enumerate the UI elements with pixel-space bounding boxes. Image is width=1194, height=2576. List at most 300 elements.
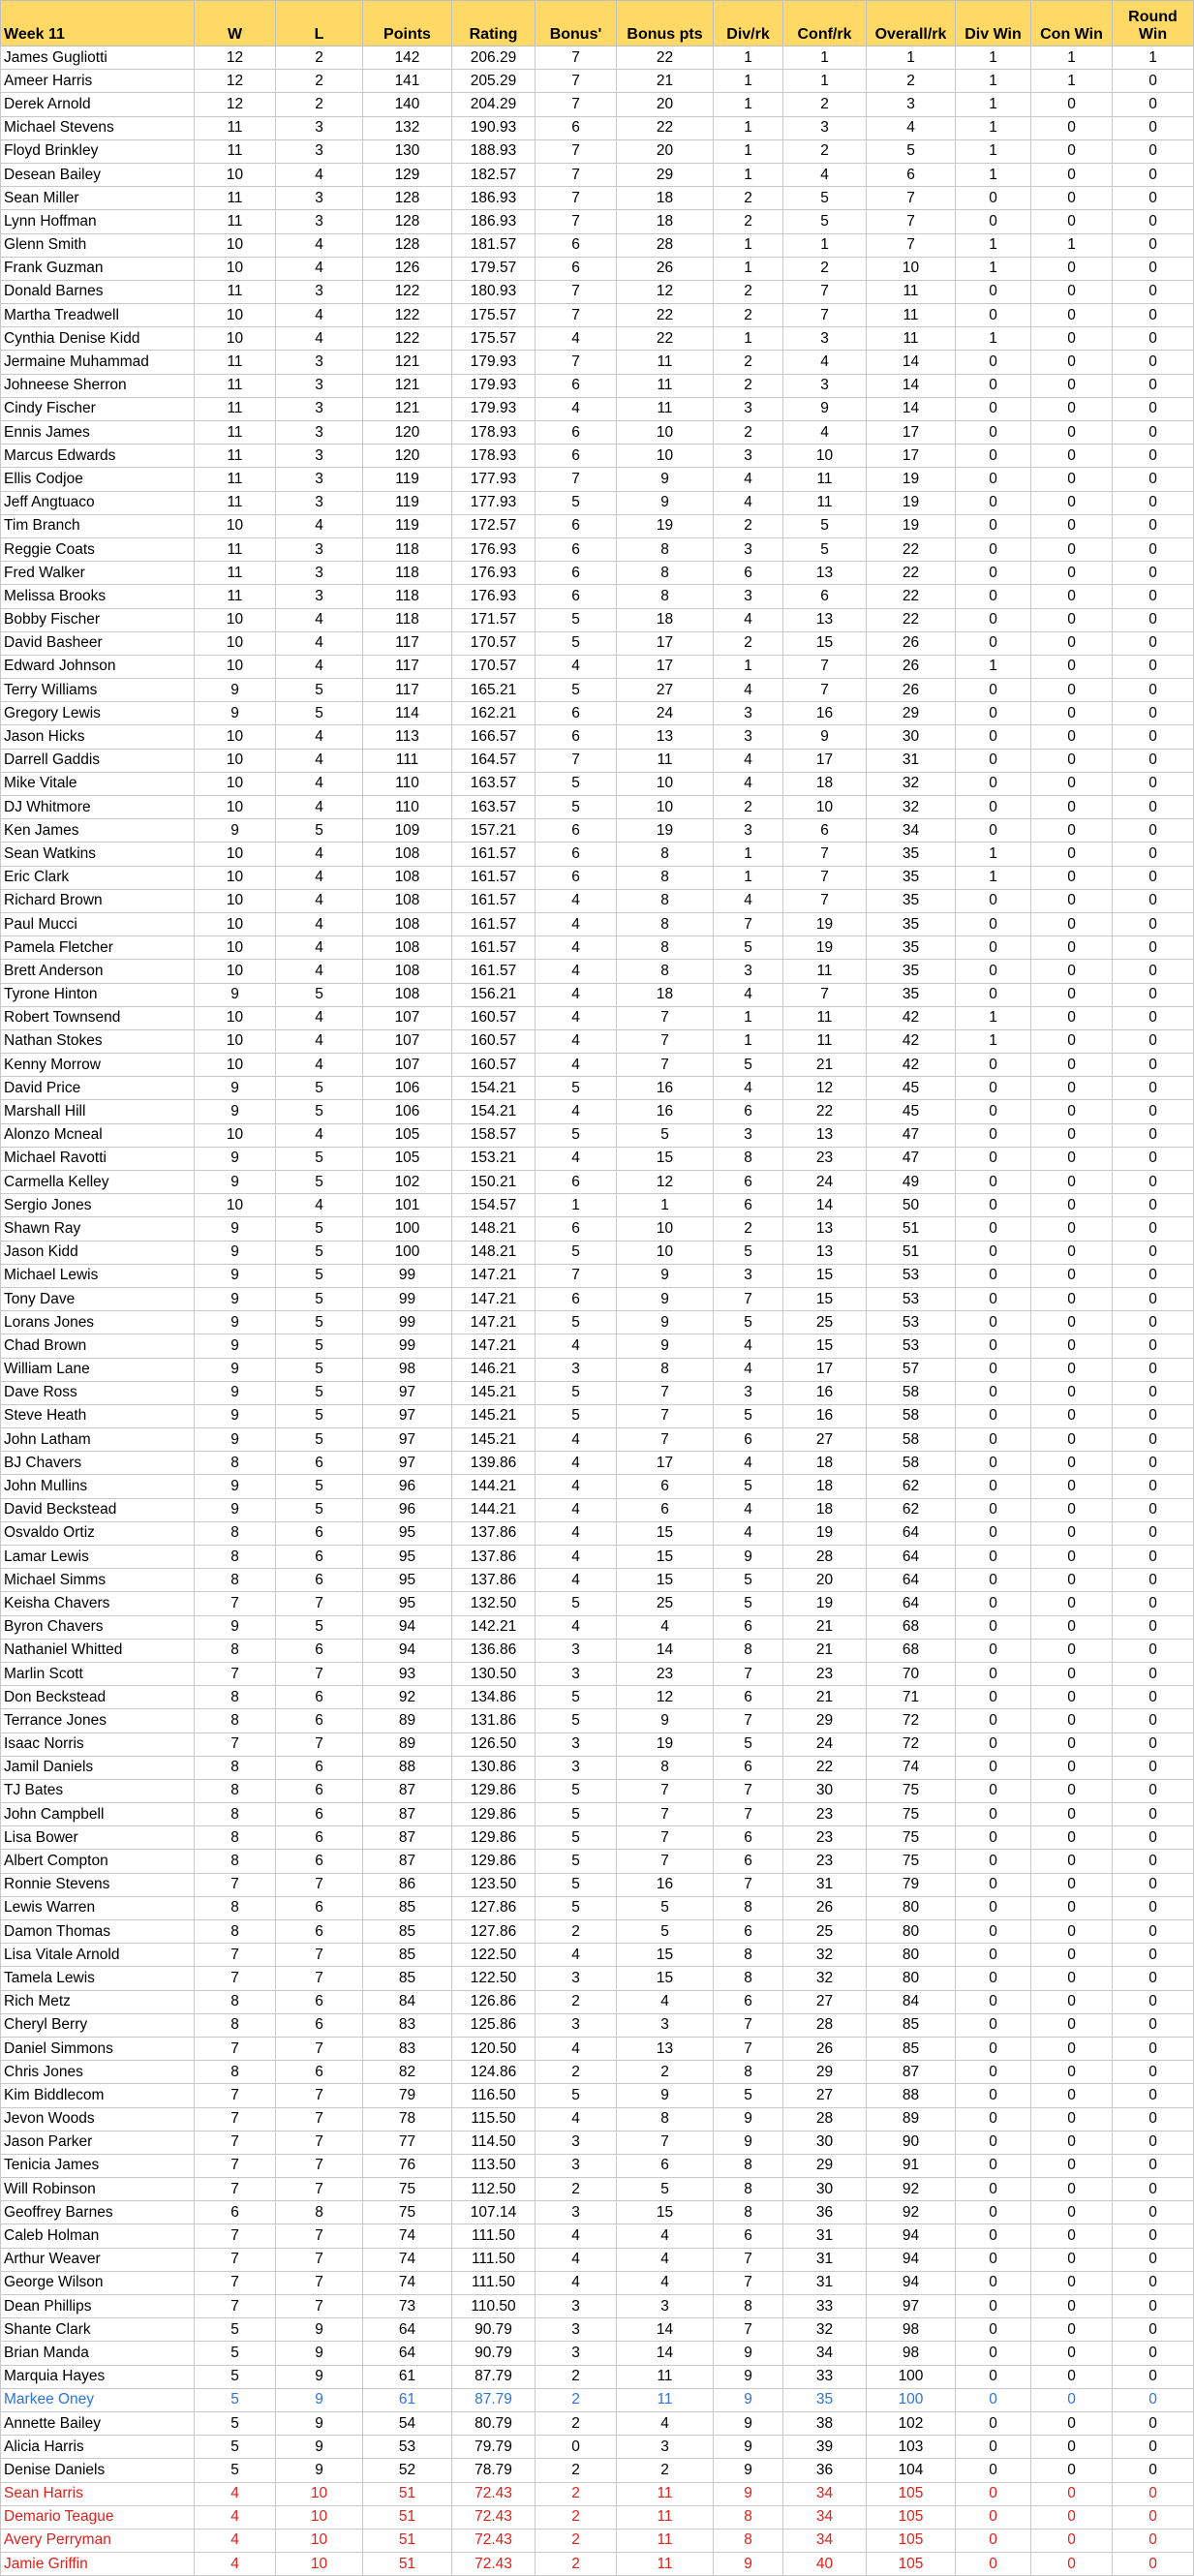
cell-rating: 164.57 bbox=[452, 749, 536, 772]
cell-con-win: 0 bbox=[1031, 1498, 1113, 1521]
cell-rating: 137.86 bbox=[452, 1546, 536, 1569]
cell-round-win: 0 bbox=[1113, 1733, 1194, 1756]
cell-name: James Gugliotti bbox=[1, 46, 195, 70]
table-row bbox=[1, 1241, 1194, 1264]
cell-bonus: 5 bbox=[536, 1311, 617, 1334]
cell-bonus: 4 bbox=[536, 655, 617, 678]
cell-name: Terry Williams bbox=[1, 679, 195, 702]
cell-name: Glenn Smith bbox=[1, 233, 195, 257]
cell-round-win: 0 bbox=[1113, 2365, 1194, 2388]
cell-con-win: 0 bbox=[1031, 327, 1113, 351]
cell-points: 119 bbox=[363, 468, 452, 491]
cell-div-win: 1 bbox=[956, 116, 1031, 139]
cell-rating: 205.29 bbox=[452, 70, 536, 93]
cell-div-rank: 3 bbox=[714, 585, 783, 608]
cell-conf-rank: 16 bbox=[783, 1404, 867, 1427]
cell-con-win: 0 bbox=[1031, 2037, 1113, 2060]
cell-name: Johneese Sherron bbox=[1, 374, 195, 397]
cell-div-rank: 3 bbox=[714, 1264, 783, 1287]
cell-bonus-pts: 17 bbox=[617, 631, 714, 655]
cell-div-win: 0 bbox=[956, 2178, 1031, 2201]
cell-points: 94 bbox=[363, 1639, 452, 1662]
cell-overall-rank: 70 bbox=[867, 1662, 956, 1685]
cell-bonus: 3 bbox=[536, 2013, 617, 2037]
cell-round-win: 0 bbox=[1113, 2131, 1194, 2154]
cell-name: Lisa Bower bbox=[1, 1826, 195, 1850]
cell-bonus: 4 bbox=[536, 1521, 617, 1545]
cell-con-win: 0 bbox=[1031, 2459, 1113, 2482]
cell-conf-rank: 7 bbox=[783, 983, 867, 1006]
cell-rating: 177.93 bbox=[452, 468, 536, 491]
cell-points: 108 bbox=[363, 889, 452, 912]
cell-div-win: 0 bbox=[956, 1077, 1031, 1100]
cell-div-rank: 1 bbox=[714, 655, 783, 678]
cell-points: 121 bbox=[363, 374, 452, 397]
cell-rating: 145.21 bbox=[452, 1428, 536, 1452]
cell-con-win: 0 bbox=[1031, 912, 1113, 935]
cell-bonus-pts: 16 bbox=[617, 1100, 714, 1123]
cell-div-rank: 9 bbox=[714, 2342, 783, 2365]
cell-conf-rank: 39 bbox=[783, 2436, 867, 2459]
cell-losses: 6 bbox=[276, 1756, 363, 1779]
cell-losses: 4 bbox=[276, 912, 363, 935]
cell-points: 122 bbox=[363, 304, 452, 327]
cell-round-win: 0 bbox=[1113, 1264, 1194, 1287]
cell-name: Tony Dave bbox=[1, 1287, 195, 1310]
cell-round-win: 0 bbox=[1113, 1967, 1194, 1990]
cell-points: 51 bbox=[363, 2553, 452, 2576]
cell-name: Avery Perryman bbox=[1, 2529, 195, 2552]
cell-div-rank: 7 bbox=[714, 2013, 783, 2037]
cell-bonus: 7 bbox=[536, 351, 617, 374]
cell-bonus: 4 bbox=[536, 397, 617, 420]
cell-overall-rank: 22 bbox=[867, 562, 956, 585]
cell-overall-rank: 45 bbox=[867, 1100, 956, 1123]
cell-rating: 113.50 bbox=[452, 2154, 536, 2177]
cell-wins: 7 bbox=[195, 2295, 276, 2318]
cell-rating: 126.86 bbox=[452, 1990, 536, 2013]
cell-overall-rank: 49 bbox=[867, 1171, 956, 1194]
cell-losses: 3 bbox=[276, 562, 363, 585]
cell-div-rank: 9 bbox=[714, 1546, 783, 1569]
cell-conf-rank: 3 bbox=[783, 374, 867, 397]
cell-div-rank: 9 bbox=[714, 2553, 783, 2576]
cell-rating: 146.21 bbox=[452, 1358, 536, 1381]
cell-con-win: 0 bbox=[1031, 1990, 1113, 2013]
cell-div-rank: 4 bbox=[714, 1498, 783, 1521]
cell-div-win: 1 bbox=[956, 866, 1031, 889]
cell-round-win: 0 bbox=[1113, 2505, 1194, 2529]
cell-con-win: 0 bbox=[1031, 2318, 1113, 2342]
cell-div-rank: 5 bbox=[714, 936, 783, 960]
cell-conf-rank: 1 bbox=[783, 233, 867, 257]
cell-losses: 3 bbox=[276, 397, 363, 420]
cell-bonus: 6 bbox=[536, 421, 617, 445]
cell-conf-rank: 16 bbox=[783, 1381, 867, 1404]
cell-overall-rank: 98 bbox=[867, 2318, 956, 2342]
table-row bbox=[1, 46, 1194, 70]
cell-div-win: 1 bbox=[956, 1029, 1031, 1053]
cell-rating: 172.57 bbox=[452, 514, 536, 537]
cell-bonus: 4 bbox=[536, 2248, 617, 2271]
cell-name: Bobby Fischer bbox=[1, 608, 195, 631]
cell-div-win: 0 bbox=[956, 2295, 1031, 2318]
cell-losses: 4 bbox=[276, 936, 363, 960]
table-row bbox=[1, 514, 1194, 537]
table-row bbox=[1, 1569, 1194, 1592]
cell-round-win: 0 bbox=[1113, 2084, 1194, 2107]
cell-wins: 7 bbox=[195, 1733, 276, 1756]
cell-div-rank: 2 bbox=[714, 514, 783, 537]
cell-points: 89 bbox=[363, 1733, 452, 1756]
cell-points: 87 bbox=[363, 1779, 452, 1802]
cell-points: 99 bbox=[363, 1287, 452, 1310]
cell-losses: 6 bbox=[276, 1546, 363, 1569]
cell-points: 114 bbox=[363, 702, 452, 725]
cell-name: Ken James bbox=[1, 819, 195, 843]
cell-overall-rank: 97 bbox=[867, 2295, 956, 2318]
cell-points: 51 bbox=[363, 2529, 452, 2552]
cell-wins: 5 bbox=[195, 2411, 276, 2435]
cell-points: 64 bbox=[363, 2318, 452, 2342]
table-row bbox=[1, 1686, 1194, 1709]
table-row bbox=[1, 2271, 1194, 2294]
cell-div-rank: 1 bbox=[714, 46, 783, 70]
cell-points: 121 bbox=[363, 397, 452, 420]
table-row bbox=[1, 2411, 1194, 2435]
cell-bonus-pts: 1 bbox=[617, 1194, 714, 1217]
cell-rating: 161.57 bbox=[452, 912, 536, 935]
cell-name: Lorans Jones bbox=[1, 1311, 195, 1334]
cell-div-rank: 6 bbox=[714, 1171, 783, 1194]
cell-name: Kim Biddlecom bbox=[1, 2084, 195, 2107]
cell-con-win: 0 bbox=[1031, 468, 1113, 491]
cell-bonus: 3 bbox=[536, 1639, 617, 1662]
table-row bbox=[1, 1662, 1194, 1685]
cell-points: 122 bbox=[363, 327, 452, 351]
cell-name: Ennis James bbox=[1, 421, 195, 445]
cell-bonus: 5 bbox=[536, 491, 617, 514]
header-bonus: Bonus' bbox=[536, 1, 617, 46]
cell-conf-rank: 31 bbox=[783, 1873, 867, 1896]
cell-wins: 10 bbox=[195, 960, 276, 983]
cell-con-win: 0 bbox=[1031, 1920, 1113, 1944]
cell-bonus: 4 bbox=[536, 1428, 617, 1452]
cell-bonus-pts: 8 bbox=[617, 2107, 714, 2131]
cell-conf-rank: 4 bbox=[783, 421, 867, 445]
table-row bbox=[1, 983, 1194, 1006]
cell-wins: 10 bbox=[195, 1029, 276, 1053]
table-row bbox=[1, 1381, 1194, 1404]
cell-wins: 10 bbox=[195, 631, 276, 655]
table-row bbox=[1, 1029, 1194, 1053]
cell-rating: 170.57 bbox=[452, 631, 536, 655]
cell-name: Tenicia James bbox=[1, 2154, 195, 2177]
cell-name: Alicia Harris bbox=[1, 2436, 195, 2459]
cell-name: John Mullins bbox=[1, 1475, 195, 1498]
cell-div-rank: 9 bbox=[714, 2436, 783, 2459]
cell-con-win: 0 bbox=[1031, 1569, 1113, 1592]
cell-round-win: 0 bbox=[1113, 679, 1194, 702]
cell-losses: 3 bbox=[276, 139, 363, 163]
cell-wins: 9 bbox=[195, 1241, 276, 1264]
cell-losses: 9 bbox=[276, 2365, 363, 2388]
cell-div-win: 0 bbox=[956, 1967, 1031, 1990]
cell-conf-rank: 31 bbox=[783, 2271, 867, 2294]
cell-rating: 160.57 bbox=[452, 1006, 536, 1029]
cell-losses: 4 bbox=[276, 1029, 363, 1053]
cell-points: 87 bbox=[363, 1803, 452, 1826]
cell-conf-rank: 5 bbox=[783, 210, 867, 233]
cell-losses: 5 bbox=[276, 702, 363, 725]
cell-conf-rank: 6 bbox=[783, 819, 867, 843]
cell-round-win: 0 bbox=[1113, 491, 1194, 514]
cell-wins: 9 bbox=[195, 1498, 276, 1521]
cell-name: Marcus Edwards bbox=[1, 445, 195, 468]
cell-bonus-pts: 10 bbox=[617, 772, 714, 795]
cell-overall-rank: 6 bbox=[867, 163, 956, 186]
cell-conf-rank: 18 bbox=[783, 1475, 867, 1498]
table-row bbox=[1, 1709, 1194, 1733]
table-row bbox=[1, 1358, 1194, 1381]
cell-div-rank: 5 bbox=[714, 1054, 783, 1077]
cell-conf-rank: 29 bbox=[783, 1709, 867, 1733]
table-row bbox=[1, 725, 1194, 749]
cell-wins: 8 bbox=[195, 1569, 276, 1592]
cell-bonus-pts: 14 bbox=[617, 2342, 714, 2365]
cell-bonus-pts: 7 bbox=[617, 1428, 714, 1452]
cell-name: John Campbell bbox=[1, 1803, 195, 1826]
cell-name: Jason Parker bbox=[1, 2131, 195, 2154]
cell-div-win: 0 bbox=[956, 749, 1031, 772]
cell-overall-rank: 26 bbox=[867, 655, 956, 678]
cell-div-win: 0 bbox=[956, 2482, 1031, 2505]
cell-div-win: 0 bbox=[956, 1826, 1031, 1850]
cell-name: Isaac Norris bbox=[1, 1733, 195, 1756]
cell-rating: 161.57 bbox=[452, 866, 536, 889]
cell-div-win: 0 bbox=[956, 397, 1031, 420]
cell-points: 108 bbox=[363, 866, 452, 889]
cell-points: 113 bbox=[363, 725, 452, 749]
cell-overall-rank: 2 bbox=[867, 70, 956, 93]
cell-name: Tyrone Hinton bbox=[1, 983, 195, 1006]
cell-conf-rank: 11 bbox=[783, 491, 867, 514]
cell-losses: 6 bbox=[276, 1452, 363, 1475]
cell-bonus-pts: 11 bbox=[617, 397, 714, 420]
cell-losses: 4 bbox=[276, 843, 363, 866]
cell-wins: 7 bbox=[195, 1592, 276, 1615]
cell-overall-rank: 35 bbox=[867, 960, 956, 983]
cell-div-win: 1 bbox=[956, 70, 1031, 93]
cell-div-rank: 8 bbox=[714, 1147, 783, 1170]
cell-conf-rank: 19 bbox=[783, 1521, 867, 1545]
cell-div-win: 1 bbox=[956, 655, 1031, 678]
cell-round-win: 0 bbox=[1113, 139, 1194, 163]
cell-conf-rank: 6 bbox=[783, 585, 867, 608]
table-row bbox=[1, 1826, 1194, 1850]
cell-overall-rank: 105 bbox=[867, 2482, 956, 2505]
cell-div-rank: 8 bbox=[714, 2154, 783, 2177]
cell-bonus-pts: 22 bbox=[617, 116, 714, 139]
header-wins: W bbox=[195, 1, 276, 46]
cell-div-rank: 9 bbox=[714, 2388, 783, 2411]
cell-wins: 9 bbox=[195, 819, 276, 843]
cell-round-win: 0 bbox=[1113, 702, 1194, 725]
cell-wins: 5 bbox=[195, 2388, 276, 2411]
cell-wins: 8 bbox=[195, 1896, 276, 1919]
cell-points: 85 bbox=[363, 1896, 452, 1919]
table-row bbox=[1, 468, 1194, 491]
cell-losses: 7 bbox=[276, 1592, 363, 1615]
cell-points: 96 bbox=[363, 1498, 452, 1521]
cell-rating: 150.21 bbox=[452, 1171, 536, 1194]
cell-bonus-pts: 2 bbox=[617, 2459, 714, 2482]
cell-div-rank: 7 bbox=[714, 2248, 783, 2271]
cell-overall-rank: 105 bbox=[867, 2529, 956, 2552]
cell-bonus-pts: 5 bbox=[617, 1123, 714, 1147]
cell-wins: 9 bbox=[195, 1147, 276, 1170]
cell-losses: 3 bbox=[276, 537, 363, 561]
cell-losses: 10 bbox=[276, 2553, 363, 2576]
cell-div-rank: 7 bbox=[714, 1709, 783, 1733]
cell-rating: 148.21 bbox=[452, 1241, 536, 1264]
cell-overall-rank: 11 bbox=[867, 327, 956, 351]
cell-con-win: 0 bbox=[1031, 1029, 1113, 1053]
cell-points: 51 bbox=[363, 2482, 452, 2505]
cell-name: Jevon Woods bbox=[1, 2107, 195, 2131]
cell-div-win: 0 bbox=[956, 2248, 1031, 2271]
header-losses: L bbox=[276, 1, 363, 46]
cell-losses: 3 bbox=[276, 585, 363, 608]
cell-points: 99 bbox=[363, 1334, 452, 1358]
cell-overall-rank: 80 bbox=[867, 1944, 956, 1967]
cell-losses: 3 bbox=[276, 468, 363, 491]
cell-overall-rank: 85 bbox=[867, 2037, 956, 2060]
cell-bonus-pts: 20 bbox=[617, 139, 714, 163]
cell-con-win: 0 bbox=[1031, 796, 1113, 819]
cell-losses: 4 bbox=[276, 889, 363, 912]
cell-losses: 7 bbox=[276, 1733, 363, 1756]
cell-conf-rank: 13 bbox=[783, 608, 867, 631]
cell-rating: 147.21 bbox=[452, 1334, 536, 1358]
cell-conf-rank: 20 bbox=[783, 1569, 867, 1592]
cell-wins: 8 bbox=[195, 2013, 276, 2037]
cell-bonus-pts: 16 bbox=[617, 1077, 714, 1100]
cell-bonus-pts: 7 bbox=[617, 1381, 714, 1404]
cell-rating: 107.14 bbox=[452, 2201, 536, 2224]
cell-bonus-pts: 11 bbox=[617, 374, 714, 397]
cell-round-win: 0 bbox=[1113, 796, 1194, 819]
cell-conf-rank: 15 bbox=[783, 1264, 867, 1287]
cell-bonus-pts: 12 bbox=[617, 1686, 714, 1709]
table-row bbox=[1, 608, 1194, 631]
cell-bonus-pts: 7 bbox=[617, 2131, 714, 2154]
cell-wins: 4 bbox=[195, 2482, 276, 2505]
cell-bonus-pts: 28 bbox=[617, 233, 714, 257]
table-row bbox=[1, 2201, 1194, 2224]
cell-bonus: 2 bbox=[536, 2411, 617, 2435]
cell-name: Carmella Kelley bbox=[1, 1171, 195, 1194]
cell-bonus: 7 bbox=[536, 210, 617, 233]
cell-overall-rank: 42 bbox=[867, 1006, 956, 1029]
cell-con-win: 0 bbox=[1031, 2436, 1113, 2459]
cell-points: 119 bbox=[363, 514, 452, 537]
cell-div-win: 0 bbox=[956, 1147, 1031, 1170]
cell-div-rank: 7 bbox=[714, 2318, 783, 2342]
cell-con-win: 0 bbox=[1031, 1756, 1113, 1779]
cell-overall-rank: 58 bbox=[867, 1404, 956, 1427]
cell-con-win: 0 bbox=[1031, 93, 1113, 116]
cell-rating: 137.86 bbox=[452, 1521, 536, 1545]
cell-con-win: 0 bbox=[1031, 1334, 1113, 1358]
table-row bbox=[1, 1639, 1194, 1662]
cell-wins: 8 bbox=[195, 1521, 276, 1545]
cell-losses: 6 bbox=[276, 1709, 363, 1733]
cell-round-win: 0 bbox=[1113, 1709, 1194, 1733]
cell-bonus-pts: 10 bbox=[617, 1217, 714, 1241]
cell-round-win: 0 bbox=[1113, 2154, 1194, 2177]
cell-bonus-pts: 5 bbox=[617, 1896, 714, 1919]
cell-rating: 145.21 bbox=[452, 1404, 536, 1427]
cell-bonus-pts: 8 bbox=[617, 1358, 714, 1381]
cell-con-win: 0 bbox=[1031, 1147, 1113, 1170]
cell-bonus-pts: 7 bbox=[617, 1054, 714, 1077]
cell-round-win: 0 bbox=[1113, 2178, 1194, 2201]
cell-div-rank: 2 bbox=[714, 187, 783, 210]
cell-points: 74 bbox=[363, 2271, 452, 2294]
cell-overall-rank: 75 bbox=[867, 1826, 956, 1850]
table-row bbox=[1, 749, 1194, 772]
cell-round-win: 0 bbox=[1113, 2295, 1194, 2318]
cell-bonus: 4 bbox=[536, 1498, 617, 1521]
cell-conf-rank: 25 bbox=[783, 1311, 867, 1334]
cell-losses: 6 bbox=[276, 1990, 363, 2013]
table-row bbox=[1, 2318, 1194, 2342]
cell-losses: 4 bbox=[276, 608, 363, 631]
table-row bbox=[1, 1850, 1194, 1873]
cell-bonus: 2 bbox=[536, 2459, 617, 2482]
cell-overall-rank: 75 bbox=[867, 1850, 956, 1873]
cell-div-rank: 5 bbox=[714, 1311, 783, 1334]
cell-div-rank: 8 bbox=[714, 1967, 783, 1990]
cell-losses: 4 bbox=[276, 514, 363, 537]
header-points: Points bbox=[363, 1, 452, 46]
cell-div-win: 0 bbox=[956, 1521, 1031, 1545]
cell-round-win: 0 bbox=[1113, 1217, 1194, 1241]
cell-name: Jermaine Muhammad bbox=[1, 351, 195, 374]
cell-overall-rank: 29 bbox=[867, 702, 956, 725]
cell-bonus: 3 bbox=[536, 2154, 617, 2177]
cell-rating: 147.21 bbox=[452, 1311, 536, 1334]
cell-losses: 6 bbox=[276, 1779, 363, 1802]
cell-div-win: 0 bbox=[956, 1615, 1031, 1639]
cell-overall-rank: 98 bbox=[867, 2342, 956, 2365]
cell-bonus: 5 bbox=[536, 1850, 617, 1873]
cell-rating: 165.21 bbox=[452, 679, 536, 702]
cell-wins: 10 bbox=[195, 725, 276, 749]
cell-bonus: 7 bbox=[536, 468, 617, 491]
cell-div-rank: 7 bbox=[714, 2037, 783, 2060]
table-row bbox=[1, 889, 1194, 912]
cell-overall-rank: 57 bbox=[867, 1358, 956, 1381]
cell-bonus: 7 bbox=[536, 70, 617, 93]
cell-overall-rank: 80 bbox=[867, 1920, 956, 1944]
cell-conf-rank: 11 bbox=[783, 1006, 867, 1029]
cell-con-win: 1 bbox=[1031, 70, 1113, 93]
cell-bonus: 4 bbox=[536, 2107, 617, 2131]
cell-wins: 8 bbox=[195, 1639, 276, 1662]
cell-div-win: 0 bbox=[956, 1944, 1031, 1967]
